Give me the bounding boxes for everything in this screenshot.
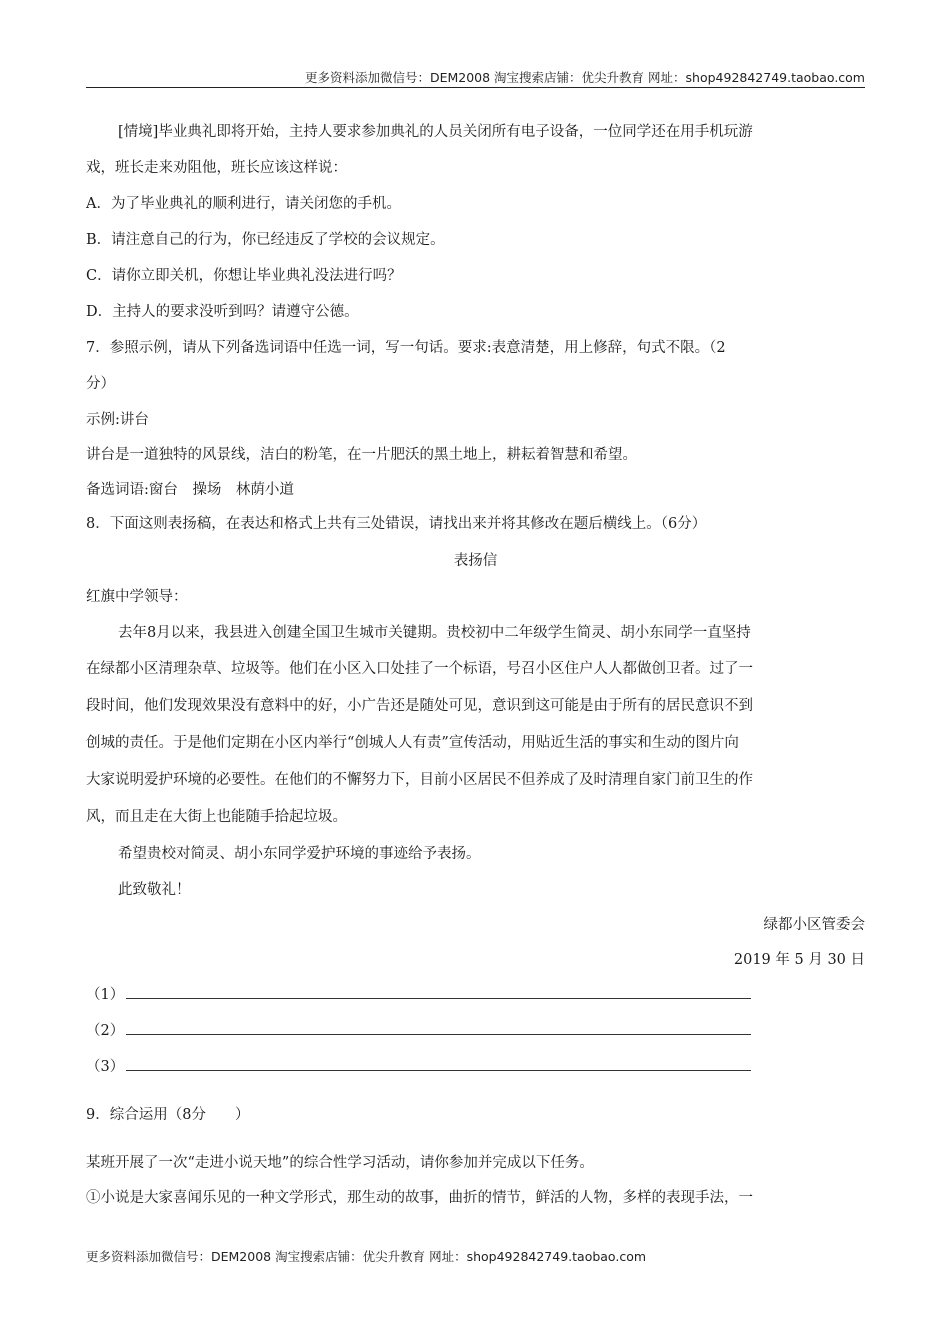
letter-signer: 绿都小区管委会 xyxy=(763,917,865,933)
q6-option-a: A．为了毕业典礼的顺利进行，请关闭您的手机。 xyxy=(86,196,401,212)
letter-salutation: 红旗中学领导： xyxy=(86,589,188,605)
answer-underline[interactable] xyxy=(126,1020,751,1035)
letter-body-line: 创城的责任。于是他们定期在小区内举行“创城人人有责”宣传活动，用贴近生活的事实和生动的图片向 xyxy=(86,735,739,751)
letter-body-line: 去年8月以来，我县进入创建全国卫生城市关键期。贵校初中二年级学生简灵、胡小东同学一直坚持 xyxy=(118,625,751,641)
answer-blank-2[interactable] xyxy=(86,1019,751,1040)
letter-body-line: 在绿都小区清理杂草、垃圾等。他们在小区入口处挂了一个标语，号召小区住户人人都做创卫者。过了一 xyxy=(86,661,753,677)
q7-prompt-line2: 分） xyxy=(86,376,115,392)
page-header: 更多资料添加微信号：DEM2008 淘宝搜索店铺：优尖升教育 网址：shop492842749.taobao.com xyxy=(304,70,865,85)
answer-underline[interactable] xyxy=(126,1056,751,1071)
answer-blank-3[interactable] xyxy=(86,1055,751,1076)
answer-blank-label: （1） xyxy=(86,987,125,1003)
q6-option-d: D．主持人的要求没听到吗？请遵守公德。 xyxy=(86,304,359,320)
letter-body-line: 风，而且走在大街上也能随手拾起垃圾。 xyxy=(86,809,347,825)
letter-title: 表扬信 xyxy=(453,553,498,569)
letter-body-line: 段时间，他们发现效果没有意料中的好，小广告还是随处可见，意识到这可能是由于所有的居民意识不到 xyxy=(86,698,753,714)
q6-scenario-line1: [情境]毕业典礼即将开始，主持人要求参加典礼的人员关闭所有电子设备，一位同学还在用手机玩游 xyxy=(118,124,753,140)
page-footer: 更多资料添加微信号：DEM2008 淘宝搜索店铺：优尖升教育 网址：shop492842749.taobao.com xyxy=(86,1249,647,1264)
q9-item-1: ①小说是大家喜闻乐见的一种文学形式，那生动的故事，曲折的情节，鲜活的人物，多样的表现手法，一 xyxy=(86,1190,753,1206)
answer-blank-label: （3） xyxy=(86,1059,125,1075)
q9-intro: 某班开展了一次“走进小说天地”的综合性学习活动，请你参加并完成以下任务。 xyxy=(86,1155,594,1171)
q7-example-label: 示例:讲台 xyxy=(86,412,149,428)
header-divider xyxy=(86,87,865,88)
letter-closing: 此致敬礼！ xyxy=(118,882,191,898)
answer-blank-1[interactable] xyxy=(86,983,751,1004)
letter-date: 2019 年 5 月 30 日 xyxy=(733,952,865,968)
letter-hope: 希望贵校对简灵、胡小东同学爱护环境的事迹给予表扬。 xyxy=(118,846,481,862)
q7-candidate-words: 备选词语:窗台 操场 林荫小道 xyxy=(86,482,294,498)
q6-option-b: B．请注意自己的行为，你已经违反了学校的会议规定。 xyxy=(86,232,445,248)
letter-body-line: 大家说明爱护环境的必要性。在他们的不懈努力下，目前小区居民不但养成了及时清理自家门前卫生的作 xyxy=(86,772,753,788)
q6-scenario-line2: 戏，班长走来劝阻他，班长应该这样说： xyxy=(86,160,347,176)
q7-example-sentence: 讲台是一道独特的风景线，洁白的粉笔，在一片肥沃的黑土地上，耕耘着智慧和希望。 xyxy=(86,447,637,463)
q6-option-c: C．请你立即关机，你想让毕业典礼没法进行吗？ xyxy=(86,268,402,284)
q7-prompt-line1: 7．参照示例，请从下列备选词语中任选一词，写一句话。要求:表意清楚，用上修辞，句式不限。（2 xyxy=(86,340,726,356)
q9-title: 9．综合运用（8分 ） xyxy=(86,1107,250,1123)
answer-underline[interactable] xyxy=(126,984,751,999)
q8-prompt: 8．下面这则表扬稿，在表达和格式上共有三处错误，请找出来并将其修改在题后横线上。（6分） xyxy=(86,516,707,532)
answer-blank-label: （2） xyxy=(86,1023,125,1039)
